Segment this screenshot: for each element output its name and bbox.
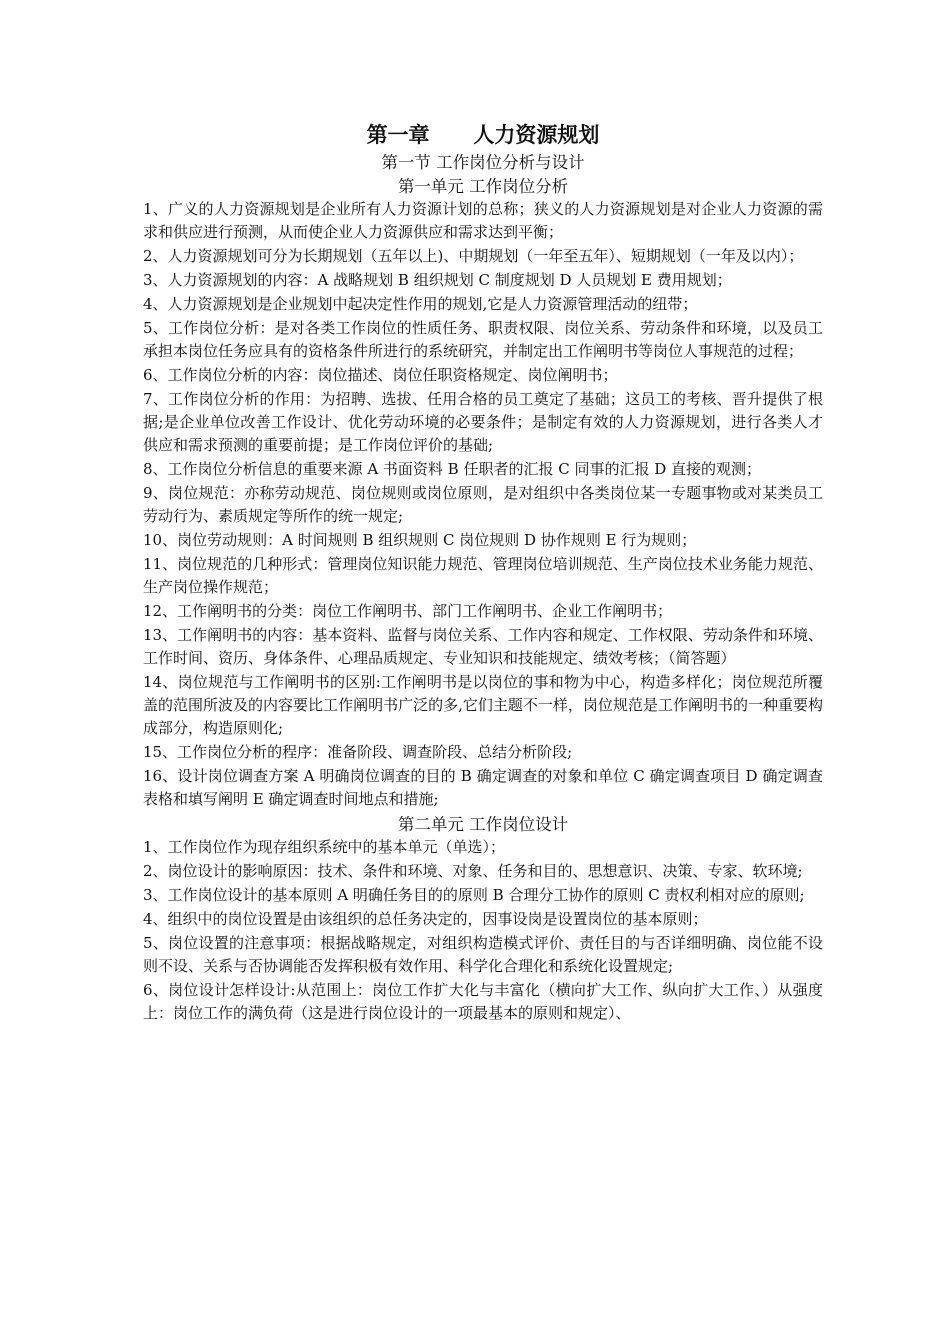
- unit-1-item: 5、工作岗位分析：是对各类工作岗位的性质任务、职责权限、岗位关系、劳动条件和环境，以及员工承担本岗位任务应具有的资格条件所进行的系统研究，并制定出工作阐明书等岗位人事规范的过程；: [143, 319, 823, 360]
- unit-1-item: 13、工作阐明书的内容：基本资料、监督与岗位关系、工作内容和规定、工作权限、劳动条件和环境、工作时间、资历、身体条件、心理品质规定、专业知识和技能规定、绩效考核；（简答题）: [143, 626, 823, 667]
- unit-1-item: 1、广义的人力资源规划是企业所有人力资源计划的总称；狭义的人力资源规划是对企业人力资源的需求和供应进行预测，从而使企业人力资源供应和需求达到平衡；: [143, 200, 823, 241]
- unit-1-item: 8、工作岗位分析信息的重要来源 A 书面资料 B 任职者的汇报 C 同事的汇报 D 直接的观测；: [143, 460, 762, 478]
- unit-2-item: 6、岗位设计怎样设计:从范围上：岗位工作扩大化与丰富化（横向扩大工作、纵向扩大工作、）从强度上：岗位工作的满负荷（这是进行岗位设计的一项最基本的原则和规定）、: [143, 981, 823, 1022]
- unit-2-item: 4、组织中的岗位设置是由该组织的总任务决定的，因事设岗是设置岗位的基本原则；: [143, 910, 708, 928]
- unit-1-item: 11、岗位规范的几种形式：管理岗位知识能力规范、管理岗位培训规范、生产岗位技术业务能力规范、生产岗位操作规范；: [143, 555, 823, 596]
- unit-1-item: 4、人力资源规划是企业规划中起决定性作用的规划,它是人力资源管理活动的纽带；: [143, 295, 698, 313]
- unit-2-item: 1、工作岗位作为现存组织系统中的基本单元（单选）；: [143, 838, 506, 856]
- unit-1-item: 9、岗位规范：亦称劳动规范、岗位规则或岗位原则，是对组织中各类岗位某一专题事物或对某类员工劳动行为、素质规定等所作的统一规定;: [143, 484, 823, 525]
- unit-2-item: 2、岗位设计的影响原因：技术、条件和环境、对象、任务和目的、思想意识、决策、专家、软环境;: [143, 862, 803, 880]
- unit-1-item: 15、工作岗位分析的程序：准备阶段、调查阶段、总结分析阶段;: [143, 743, 573, 761]
- unit-1-item: 7、工作岗位分析的作用：为招聘、选拔、任用合格的员工奠定了基础；这员工的考核、晋升提供了根据;是企业单位改善工作设计、优化劳动环境的必要条件；是制定有效的人力资源规划，进行各类人才供应和需求预测的重要前提；是工作岗位评价的基础;: [143, 390, 823, 454]
- unit-1-item: 2、人力资源规划可分为长期规划（五年以上)、中期规划（一年至五年）、短期规划（一年及以内）；: [143, 247, 804, 265]
- unit-2-list: [143, 836, 823, 1025]
- unit-1-list: [143, 198, 823, 811]
- unit-1-item: 16、设计岗位调查方案 A 明确岗位调查的目的 B 确定调查的对象和单位 C 确定调查项目 D 确定调查表格和填写阐明 E 确定调查时间地点和措施;: [143, 767, 823, 808]
- unit-1-item: 14、岗位规范与工作阐明书的区别:工作阐明书是以岗位的事和物为中心，构造多样化；岗位规范所覆盖的范围所波及的内容要比工作阐明书广泛的多,它们主题不一样，岗位规范是工作阐明书的一种重要构成部分，构造原则化;: [143, 673, 823, 737]
- unit-1-item: 3、人力资源规划的内容：A 战略规划 B 组织规划 C 制度规划 D 人员规划 E 费用规划；: [143, 271, 732, 289]
- unit-1-item: 10、岗位劳动规则：A 时间规则 B 组织规则 C 岗位规则 D 协作规则 E 行为规则；: [143, 531, 697, 549]
- document-page: [143, 120, 823, 1026]
- unit-1-item: 12、工作阐明书的分类：岗位工作阐明书、部门工作阐明书、企业工作阐明书；: [143, 602, 673, 620]
- section-title: 第一节 工作岗位分析与设计: [381, 153, 585, 172]
- unit-2-title: 第二单元 工作岗位设计: [397, 815, 569, 834]
- unit-2-item: 5、岗位设置的注意事项：根据战略规定，对组织构造模式评价、责任目的与否详细明确、岗位能不设则不设、关系与否协调能否发挥积极有效作用、科学化合理化和系统化设置规定;: [143, 934, 823, 975]
- unit-1-title: 第一单元 工作岗位分析: [397, 177, 569, 196]
- unit-2-item: 3、工作岗位设计的基本原则 A 明确任务目的的原则 B 合理分工协作的原则 C 责权利相对应的原则;: [143, 886, 805, 904]
- chapter-title: 第一章 人力资源规划: [366, 122, 600, 147]
- unit-1-item: 6、工作岗位分析的内容：岗位描述、岗位任职资格规定、岗位阐明书；: [143, 366, 618, 384]
